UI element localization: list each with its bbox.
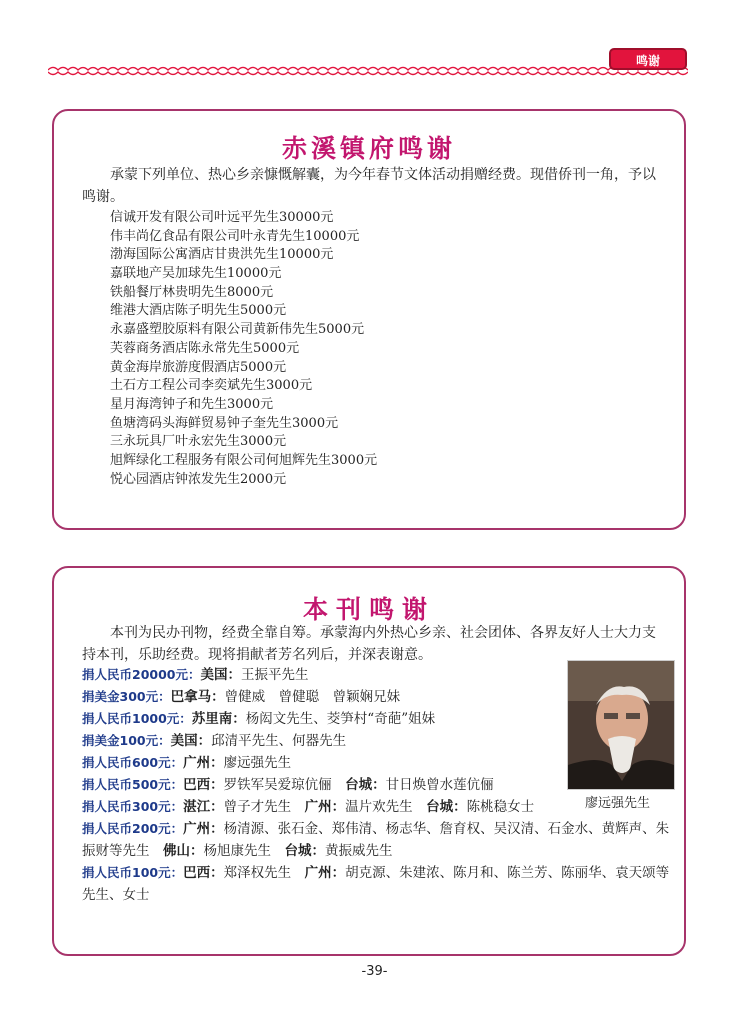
donation-amount-label: 捐美金100元：: [82, 733, 171, 748]
donation-amount-label: 捐人民币20000元：: [82, 667, 201, 682]
donation-row: [82, 730, 552, 752]
donor-location: 台城：: [345, 777, 386, 793]
donation-row: [82, 752, 552, 774]
donation-row: [82, 664, 552, 686]
donor-names: 曾子才先生: [223, 799, 292, 815]
donation-amount-label: 捐美金300元：: [82, 689, 171, 704]
donor-location: 巴西：: [183, 865, 224, 881]
donor-list-item: 悦心园酒店钟浓发先生2000元: [110, 471, 287, 487]
donor-list-item: 信诚开发有限公司叶远平先生30000元: [110, 210, 334, 225]
donor-names: 曾健威 曾健聪 曾颖娴兄妹: [224, 689, 401, 705]
donor-location: 湛江：: [183, 799, 224, 815]
donation-row: [82, 796, 552, 818]
donation-amount-label: 捐人民币100元：: [82, 865, 184, 880]
donor-names: 甘日焕曾水莲伉俪: [385, 777, 494, 793]
donor-location: 广州：: [183, 755, 224, 771]
donor-location: 广州：: [183, 821, 224, 837]
section1-intro: 承蒙下列单位、热心乡亲慷慨解囊，为今年春节文体活动捐赠经费。现借侨刊一角，予以鸣谢。: [82, 167, 656, 205]
donor-location: 苏里南：: [191, 711, 246, 727]
donor-names: 温片欢先生: [345, 799, 413, 815]
donor-list-item: 旭辉绿化工程服务有限公司何旭辉先生3000元: [110, 452, 378, 468]
donor-list-item: 伟丰尚亿食品有限公司叶永青先生10000元: [110, 228, 360, 244]
donor-location: 广州：: [304, 865, 346, 881]
page-number: -39-: [361, 964, 388, 979]
donation-row: [82, 862, 672, 906]
donor-names: 王振平先生: [241, 667, 309, 683]
donor-names: 郑泽权先生: [223, 865, 292, 881]
donation-row: [82, 708, 552, 730]
donation-row: [82, 818, 672, 862]
donor-location: 美国：: [170, 733, 212, 749]
donor-names: 杨旭康先生: [203, 843, 271, 859]
donor-list-item: 鱼塘湾码头海鲜贸易钟子奎先生3000元: [110, 415, 339, 431]
donor-location: 美国：: [200, 667, 241, 683]
donor-names: 廖远强先生: [223, 755, 292, 771]
donor-location: 台城：: [426, 799, 467, 815]
section2-title: 本刊鸣谢: [302, 595, 435, 624]
donor-names: 罗铁军吴爱琼伉俪: [223, 777, 332, 793]
donor-list-item: 芙蓉商务酒店陈永常先生5000元: [110, 340, 300, 356]
donor-names: 邱清平先生、何器先生: [211, 733, 347, 749]
section-tag: 鸣谢: [609, 48, 687, 70]
donation-amount-label: 捐人民币500元：: [82, 777, 184, 792]
donor-names: 黄振威先生: [325, 843, 393, 859]
donor-location: 佛山：: [163, 843, 204, 859]
donor-location: 巴西：: [183, 777, 224, 793]
section1-title: 赤溪镇府鸣谢: [281, 134, 456, 163]
donor-portrait-photo: [567, 660, 675, 790]
donor-list-item: 铁船餐厅林贵明先生8000元: [110, 284, 274, 300]
donation-row: [82, 774, 552, 796]
donor-location: 广州：: [304, 799, 346, 815]
donation-row: [82, 686, 552, 708]
donor-list-item: 土石方工程公司李奕斌先生3000元: [110, 378, 313, 394]
header-wave-divider: [48, 62, 688, 78]
donor-location: 巴拿马：: [170, 689, 225, 705]
town-government-thanks-panel: [52, 109, 686, 530]
donor-list: [110, 209, 377, 489]
donation-amount-label: 捐人民币300元：: [82, 799, 184, 814]
donor-names: 杨闳文先生、茭笋村“奇葩”姐妹: [245, 711, 436, 727]
donor-list-item: 维港大酒店陈子明先生5000元: [110, 303, 287, 319]
donor-names: 陈桃稳女士: [466, 799, 535, 815]
donor-list-item: 永嘉盛塑胶原料有限公司黄新伟先生5000元: [110, 322, 365, 338]
donor-list-item: 黄金海岸旅游度假酒店5000元: [110, 359, 287, 375]
donation-amount-label: 捐人民币1000元：: [82, 711, 192, 726]
donor-names: 胡克源、朱建浓、陈月和、陈兰芳、陈丽华、袁天颂等先生、女士: [82, 865, 670, 903]
donor-list-item: 渤海国际公寓酒店甘贵洪先生10000元: [110, 247, 334, 263]
photo-caption: 廖远强先生: [585, 796, 651, 811]
donor-list-item: 嘉联地产吴加球先生10000元: [110, 266, 282, 282]
donation-amount-label: 捐人民币200元：: [82, 821, 184, 836]
donor-names: 杨清源、张石金、郑伟清、杨志华、詹育权、吴汉清、石金水、黄辉声、朱振财等先生: [82, 821, 670, 859]
donor-list-item: 星月海湾钟子和先生3000元: [110, 396, 274, 412]
donor-location: 台城：: [284, 843, 325, 859]
donation-amount-label: 捐人民币600元：: [82, 755, 184, 770]
donor-list-item: 三永玩具厂叶永宏先生3000元: [110, 434, 287, 450]
section2-intro: 本刊为民办刊物，经费全靠自筹。承蒙海内外热心乡亲、社会团体、各界友好人士大力支持本刊，乐助经费。现将捐献者芳名列后，并深表谢意。: [82, 625, 656, 663]
portrait-illustration: [568, 661, 674, 789]
magazine-thanks-panel: [52, 566, 686, 956]
